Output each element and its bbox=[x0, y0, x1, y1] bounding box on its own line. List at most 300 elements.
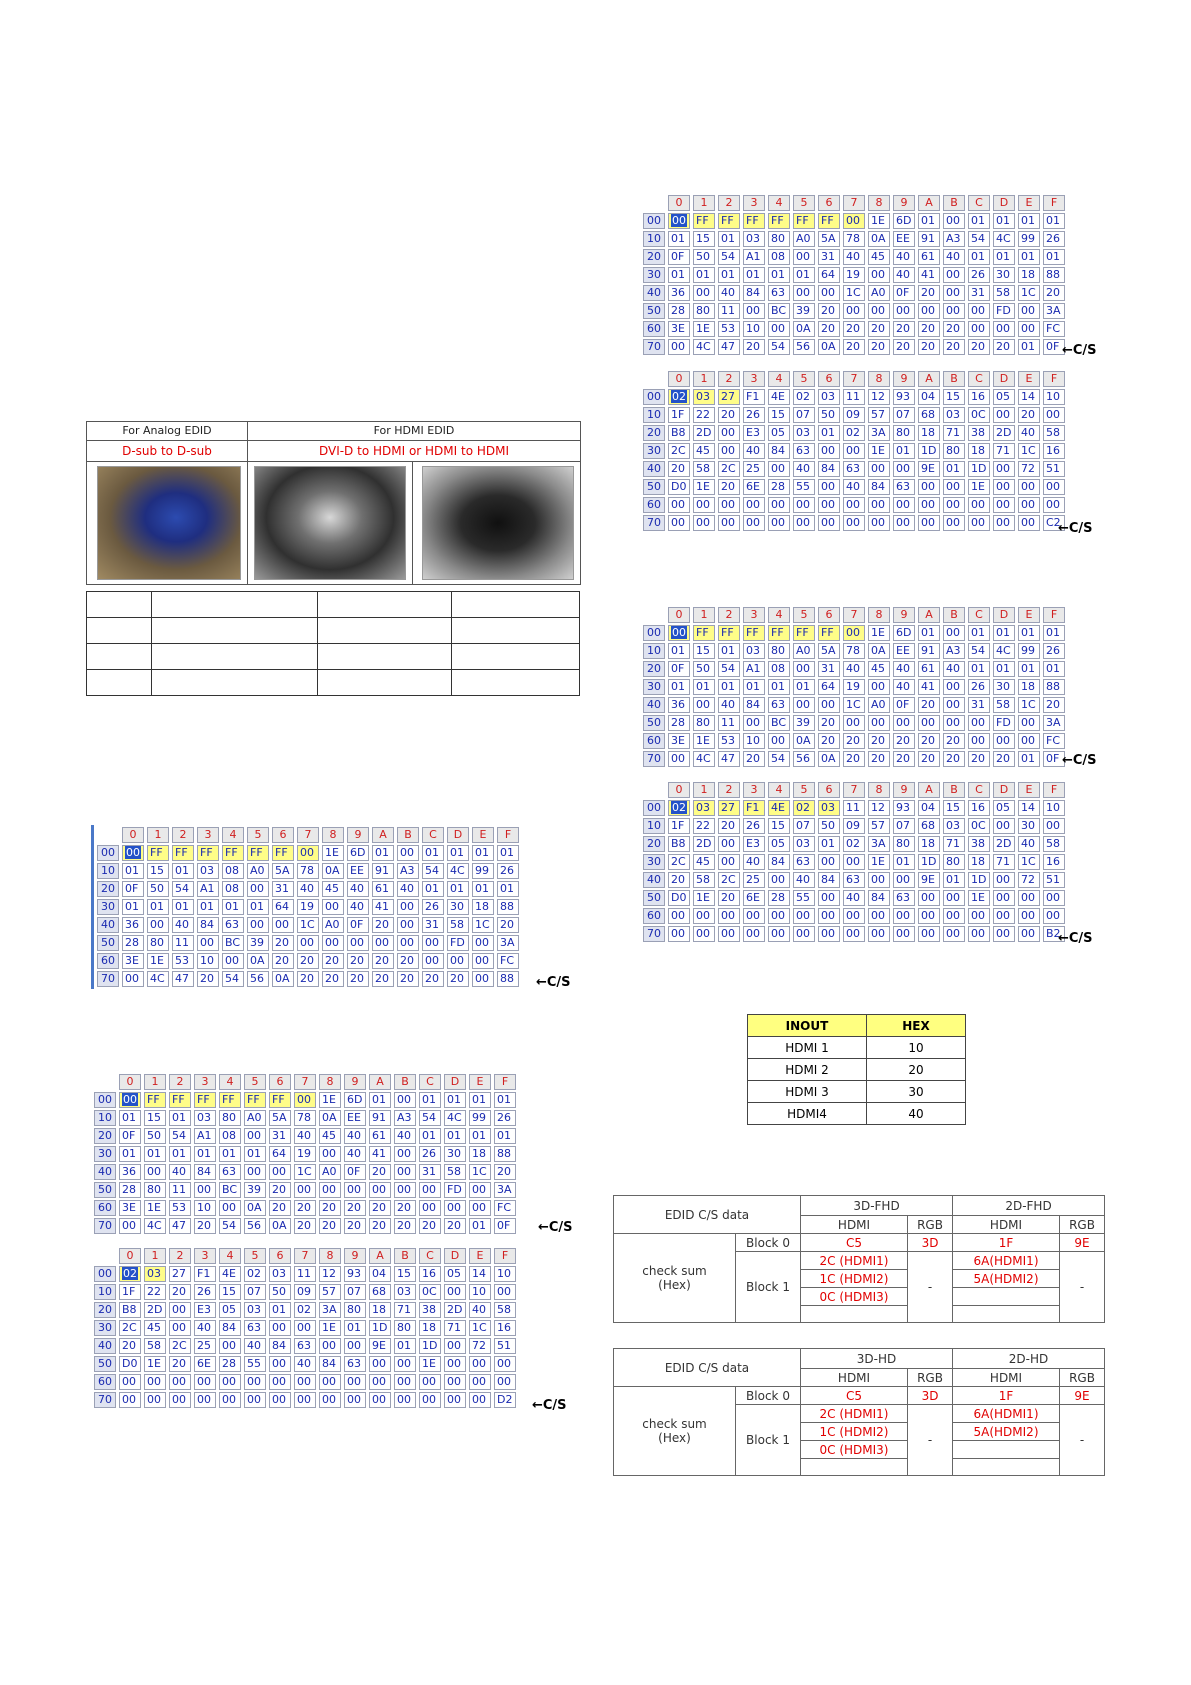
hex-cell[interactable]: FF bbox=[197, 845, 219, 861]
hex-cell[interactable]: 01 bbox=[893, 854, 915, 870]
hex-cell[interactable]: 20 bbox=[943, 321, 965, 337]
hex-cell[interactable]: 00 bbox=[247, 917, 269, 933]
hex-cell[interactable]: 00 bbox=[968, 715, 990, 731]
hex-cell[interactable]: 28 bbox=[219, 1356, 241, 1372]
hex-cell[interactable]: 56 bbox=[793, 339, 815, 355]
hex-cell[interactable]: 25 bbox=[743, 872, 765, 888]
hex-cell[interactable]: 63 bbox=[893, 890, 915, 906]
hex-cell[interactable]: 64 bbox=[272, 899, 294, 915]
hex-cell[interactable]: 4C bbox=[147, 971, 169, 987]
hex-cell[interactable]: 12 bbox=[319, 1266, 341, 1282]
hex-cell[interactable]: FD bbox=[444, 1182, 466, 1198]
hex-cell[interactable]: 16 bbox=[968, 800, 990, 816]
hex-cell[interactable]: 0F bbox=[347, 917, 369, 933]
hex-cell[interactable]: 50 bbox=[693, 661, 715, 677]
hex-cell[interactable]: 80 bbox=[344, 1302, 366, 1318]
hex-cell[interactable]: 01 bbox=[718, 267, 740, 283]
hex-cell[interactable]: 63 bbox=[222, 917, 244, 933]
hex-cell[interactable]: 54 bbox=[968, 231, 990, 247]
hex-cell[interactable]: 01 bbox=[469, 1218, 491, 1234]
hex-cell[interactable]: 00 bbox=[144, 1392, 166, 1408]
hex-cell[interactable]: 00 bbox=[868, 515, 890, 531]
hex-cell[interactable]: 6E bbox=[194, 1356, 216, 1372]
hex-cell[interactable]: 00 bbox=[918, 479, 940, 495]
hex-cell[interactable]: 00 bbox=[319, 1392, 341, 1408]
hex-cell[interactable]: 00 bbox=[322, 899, 344, 915]
hex-cell[interactable]: 00 bbox=[993, 407, 1015, 423]
hex-cell[interactable]: 01 bbox=[1043, 661, 1065, 677]
hex-cell[interactable]: 07 bbox=[344, 1284, 366, 1300]
hex-cell[interactable]: 00 bbox=[219, 1392, 241, 1408]
hex-cell[interactable]: EE bbox=[344, 1110, 366, 1126]
hex-cell[interactable]: 07 bbox=[793, 407, 815, 423]
hex-cell[interactable]: 40 bbox=[397, 881, 419, 897]
hex-cell[interactable]: 18 bbox=[918, 836, 940, 852]
hex-cell[interactable]: 00 bbox=[818, 497, 840, 513]
hex-cell[interactable]: 01 bbox=[943, 461, 965, 477]
hex-cell[interactable]: 28 bbox=[119, 1182, 141, 1198]
hex-cell[interactable]: 3E bbox=[122, 953, 144, 969]
hex-cell[interactable]: 01 bbox=[494, 1092, 516, 1108]
hex-cell[interactable]: 0A bbox=[818, 339, 840, 355]
hex-cell[interactable]: 00 bbox=[843, 908, 865, 924]
hex-cell[interactable]: 00 bbox=[993, 515, 1015, 531]
hex-cell[interactable]: 00 bbox=[743, 303, 765, 319]
hex-cell[interactable]: 01 bbox=[1043, 625, 1065, 641]
hex-cell[interactable]: 40 bbox=[843, 890, 865, 906]
hex-cell[interactable]: 00 bbox=[893, 715, 915, 731]
hex-cell[interactable]: 91 bbox=[918, 231, 940, 247]
hex-cell[interactable]: 0A bbox=[272, 971, 294, 987]
hex-cell[interactable]: F1 bbox=[194, 1266, 216, 1282]
hex-cell[interactable]: 00 bbox=[269, 1374, 291, 1390]
hex-cell[interactable]: 00 bbox=[347, 935, 369, 951]
hex-cell[interactable]: 20 bbox=[843, 733, 865, 749]
hex-cell[interactable]: 40 bbox=[843, 479, 865, 495]
hex-cell[interactable]: FF bbox=[244, 1092, 266, 1108]
hex-cell[interactable]: 00 bbox=[818, 890, 840, 906]
hex-cell[interactable]: FF bbox=[169, 1092, 191, 1108]
hex-cell[interactable]: 1D bbox=[369, 1320, 391, 1336]
hex-cell[interactable]: 1E bbox=[147, 953, 169, 969]
hex-cell[interactable]: 20 bbox=[394, 1200, 416, 1216]
hex-cell[interactable]: 00 bbox=[1018, 733, 1040, 749]
hex-cell[interactable]: 63 bbox=[768, 697, 790, 713]
hex-cell[interactable]: 00 bbox=[269, 1164, 291, 1180]
hex-cell[interactable]: 00 bbox=[893, 515, 915, 531]
hex-cell[interactable]: 00 bbox=[943, 267, 965, 283]
hex-cell[interactable]: 2C bbox=[169, 1338, 191, 1354]
hex-cell[interactable]: 4C bbox=[144, 1218, 166, 1234]
hex-cell[interactable]: B8 bbox=[668, 836, 690, 852]
hex-cell[interactable]: 00 bbox=[968, 321, 990, 337]
hex-cell[interactable]: A1 bbox=[197, 881, 219, 897]
hex-cell[interactable]: 00 bbox=[693, 497, 715, 513]
hex-cell[interactable]: 0C bbox=[968, 407, 990, 423]
hex-cell[interactable]: 57 bbox=[319, 1284, 341, 1300]
hex-cell[interactable]: 54 bbox=[222, 971, 244, 987]
hex-cell[interactable]: 30 bbox=[993, 267, 1015, 283]
hex-cell[interactable]: 15 bbox=[147, 863, 169, 879]
hex-cell[interactable]: 27 bbox=[169, 1266, 191, 1282]
hex-cell[interactable]: 00 bbox=[843, 625, 865, 641]
hex-cell[interactable]: 15 bbox=[768, 818, 790, 834]
hex-cell[interactable]: 08 bbox=[219, 1128, 241, 1144]
hex-cell[interactable]: 1C bbox=[297, 917, 319, 933]
hex-cell[interactable]: 58 bbox=[993, 697, 1015, 713]
hex-cell[interactable]: 00 bbox=[394, 1392, 416, 1408]
hex-cell[interactable]: 31 bbox=[272, 881, 294, 897]
hex-cell[interactable]: 20 bbox=[918, 321, 940, 337]
hex-cell[interactable]: 63 bbox=[793, 854, 815, 870]
hex-cell[interactable]: 84 bbox=[768, 443, 790, 459]
hex-cell[interactable]: 00 bbox=[269, 1392, 291, 1408]
hex-cell[interactable]: 08 bbox=[222, 863, 244, 879]
hex-cell[interactable]: 00 bbox=[472, 935, 494, 951]
hex-cell[interactable]: 00 bbox=[768, 321, 790, 337]
hex-cell[interactable]: 53 bbox=[169, 1200, 191, 1216]
hex-cell[interactable]: 00 bbox=[444, 1356, 466, 1372]
hex-cell[interactable]: 88 bbox=[494, 1146, 516, 1162]
hex-cell[interactable]: 00 bbox=[993, 461, 1015, 477]
hex-cell[interactable]: 09 bbox=[843, 407, 865, 423]
hex-cell[interactable]: 00 bbox=[868, 267, 890, 283]
hex-cell[interactable]: 15 bbox=[693, 231, 715, 247]
hex-cell[interactable]: 05 bbox=[219, 1302, 241, 1318]
hex-cell[interactable]: 20 bbox=[743, 339, 765, 355]
hex-cell[interactable]: 00 bbox=[444, 1374, 466, 1390]
hex-cell[interactable]: 31 bbox=[968, 697, 990, 713]
hex-cell[interactable]: 00 bbox=[668, 339, 690, 355]
hex-cell[interactable]: 40 bbox=[943, 661, 965, 677]
hex-cell[interactable]: 00 bbox=[344, 1338, 366, 1354]
hex-cell[interactable]: 41 bbox=[918, 679, 940, 695]
hex-cell[interactable]: 01 bbox=[968, 625, 990, 641]
hex-cell[interactable]: 20 bbox=[347, 971, 369, 987]
hex-cell[interactable]: 20 bbox=[272, 953, 294, 969]
hex-cell[interactable]: 1E bbox=[868, 443, 890, 459]
hex-cell[interactable]: 20 bbox=[397, 953, 419, 969]
hex-cell[interactable]: 00 bbox=[768, 497, 790, 513]
hex-cell[interactable]: 26 bbox=[743, 407, 765, 423]
hex-cell[interactable]: 58 bbox=[447, 917, 469, 933]
hex-cell[interactable]: 1E bbox=[144, 1356, 166, 1372]
hex-cell[interactable]: 00 bbox=[918, 908, 940, 924]
hex-cell[interactable]: 00 bbox=[693, 515, 715, 531]
hex-cell[interactable]: 00 bbox=[718, 908, 740, 924]
hex-cell[interactable]: 54 bbox=[718, 661, 740, 677]
hex-cell[interactable]: 0F bbox=[668, 661, 690, 677]
hex-cell[interactable]: 38 bbox=[968, 836, 990, 852]
hex-cell[interactable]: 05 bbox=[444, 1266, 466, 1282]
hex-cell[interactable]: 00 bbox=[918, 715, 940, 731]
hex-cell[interactable]: 00 bbox=[818, 515, 840, 531]
hex-cell[interactable]: 01 bbox=[1043, 213, 1065, 229]
hex-cell[interactable]: 54 bbox=[768, 751, 790, 767]
hex-cell[interactable]: 20 bbox=[294, 1218, 316, 1234]
hex-cell[interactable]: 00 bbox=[169, 1320, 191, 1336]
hex-cell[interactable]: 54 bbox=[422, 863, 444, 879]
hex-cell[interactable]: 00 bbox=[394, 1374, 416, 1390]
hex-cell[interactable]: 00 bbox=[793, 661, 815, 677]
hex-cell[interactable]: 26 bbox=[194, 1284, 216, 1300]
hex-cell[interactable]: 50 bbox=[269, 1284, 291, 1300]
hex-cell[interactable]: 20 bbox=[319, 1200, 341, 1216]
hex-cell[interactable]: 01 bbox=[918, 213, 940, 229]
hex-cell[interactable]: 01 bbox=[197, 899, 219, 915]
hex-cell[interactable]: 16 bbox=[419, 1266, 441, 1282]
hex-cell[interactable]: 00 bbox=[993, 926, 1015, 942]
hex-cell[interactable]: 51 bbox=[1043, 872, 1065, 888]
hex-cell[interactable]: 01 bbox=[968, 249, 990, 265]
hex-cell[interactable]: 39 bbox=[793, 303, 815, 319]
hex-cell[interactable]: 40 bbox=[893, 249, 915, 265]
hex-cell[interactable]: 00 bbox=[244, 1164, 266, 1180]
hex-cell[interactable]: 00 bbox=[718, 425, 740, 441]
hex-cell[interactable]: 0A bbox=[793, 733, 815, 749]
hex-cell[interactable]: 00 bbox=[222, 953, 244, 969]
hex-cell[interactable]: 04 bbox=[369, 1266, 391, 1282]
hex-cell[interactable]: FF bbox=[718, 625, 740, 641]
hex-cell[interactable]: 1C bbox=[469, 1164, 491, 1180]
hex-cell[interactable]: 88 bbox=[497, 971, 519, 987]
hex-cell[interactable]: A1 bbox=[743, 249, 765, 265]
hex-cell[interactable]: 00 bbox=[893, 926, 915, 942]
hex-cell[interactable]: FF bbox=[147, 845, 169, 861]
hex-cell[interactable]: FF bbox=[222, 845, 244, 861]
hex-cell[interactable]: 63 bbox=[843, 461, 865, 477]
hex-cell[interactable]: 71 bbox=[394, 1302, 416, 1318]
hex-cell[interactable]: 00 bbox=[993, 818, 1015, 834]
hex-cell[interactable]: 20 bbox=[444, 1218, 466, 1234]
hex-cell[interactable]: 10 bbox=[1043, 389, 1065, 405]
hex-cell[interactable]: 00 bbox=[968, 733, 990, 749]
hex-cell[interactable]: FF bbox=[272, 845, 294, 861]
hex-cell[interactable]: 20 bbox=[818, 321, 840, 337]
hex-cell[interactable]: 00 bbox=[269, 1320, 291, 1336]
hex-cell[interactable]: 00 bbox=[843, 515, 865, 531]
hex-cell[interactable]: 10 bbox=[469, 1284, 491, 1300]
hex-cell[interactable]: 00 bbox=[397, 935, 419, 951]
hex-cell[interactable]: 01 bbox=[993, 625, 1015, 641]
hex-cell[interactable]: 03 bbox=[693, 389, 715, 405]
hex-cell[interactable]: 20 bbox=[818, 733, 840, 749]
hex-cell[interactable]: 00 bbox=[943, 625, 965, 641]
hex-cell[interactable]: 41 bbox=[369, 1146, 391, 1162]
hex-cell[interactable]: 08 bbox=[768, 249, 790, 265]
hex-cell[interactable]: 15 bbox=[943, 389, 965, 405]
hex-cell[interactable]: 63 bbox=[768, 285, 790, 301]
hex-cell[interactable]: 03 bbox=[269, 1266, 291, 1282]
hex-cell[interactable]: 00 bbox=[793, 285, 815, 301]
hex-cell[interactable]: 01 bbox=[144, 1146, 166, 1162]
hex-cell[interactable]: 4E bbox=[768, 800, 790, 816]
hex-cell[interactable]: 47 bbox=[718, 339, 740, 355]
hex-cell[interactable]: 00 bbox=[668, 908, 690, 924]
hex-cell[interactable]: 84 bbox=[868, 479, 890, 495]
hex-cell[interactable]: 00 bbox=[943, 285, 965, 301]
hex-cell[interactable]: 4C bbox=[993, 643, 1015, 659]
hex-cell[interactable]: B8 bbox=[668, 425, 690, 441]
hex-cell[interactable]: 14 bbox=[1018, 800, 1040, 816]
hex-cell[interactable]: 1E bbox=[968, 890, 990, 906]
hex-cell[interactable]: 3A bbox=[1043, 715, 1065, 731]
hex-cell[interactable]: 00 bbox=[472, 971, 494, 987]
hex-cell[interactable]: 00 bbox=[818, 854, 840, 870]
hex-cell[interactable]: 45 bbox=[868, 661, 890, 677]
hex-cell[interactable]: 01 bbox=[743, 679, 765, 695]
hex-cell[interactable]: 00 bbox=[993, 908, 1015, 924]
hex-cell[interactable]: 01 bbox=[269, 1302, 291, 1318]
hex-cell[interactable]: 07 bbox=[793, 818, 815, 834]
hex-cell[interactable]: 53 bbox=[172, 953, 194, 969]
hex-cell[interactable]: 02 bbox=[668, 800, 690, 816]
hex-cell[interactable]: 20 bbox=[119, 1338, 141, 1354]
hex-cell[interactable]: 84 bbox=[743, 697, 765, 713]
hex-cell[interactable]: A3 bbox=[943, 643, 965, 659]
hex-cell[interactable]: 80 bbox=[693, 303, 715, 319]
hex-cell[interactable]: EE bbox=[347, 863, 369, 879]
hex-cell[interactable]: 1C bbox=[1018, 443, 1040, 459]
hex-cell[interactable]: 40 bbox=[169, 1164, 191, 1180]
hex-cell[interactable]: 36 bbox=[668, 285, 690, 301]
hex-cell[interactable]: 72 bbox=[1018, 872, 1040, 888]
hex-cell[interactable]: 01 bbox=[194, 1146, 216, 1162]
hex-cell[interactable]: 57 bbox=[868, 407, 890, 423]
hex-cell[interactable]: 71 bbox=[943, 425, 965, 441]
hex-cell[interactable]: 03 bbox=[743, 643, 765, 659]
hex-cell[interactable]: F1 bbox=[743, 389, 765, 405]
hex-cell[interactable]: FF bbox=[693, 213, 715, 229]
hex-cell[interactable]: 36 bbox=[119, 1164, 141, 1180]
hex-cell[interactable]: 00 bbox=[1043, 818, 1065, 834]
hex-cell[interactable]: 11 bbox=[843, 800, 865, 816]
hex-cell[interactable]: 53 bbox=[718, 321, 740, 337]
hex-cell[interactable]: FD bbox=[993, 303, 1015, 319]
hex-cell[interactable]: 02 bbox=[843, 836, 865, 852]
hex-cell[interactable]: 01 bbox=[469, 1092, 491, 1108]
hex-cell[interactable]: 1E bbox=[693, 321, 715, 337]
hex-cell[interactable]: 01 bbox=[119, 1146, 141, 1162]
hex-cell[interactable]: 2D bbox=[693, 425, 715, 441]
hex-cell[interactable]: 28 bbox=[668, 303, 690, 319]
hex-cell[interactable]: 2D bbox=[444, 1302, 466, 1318]
hex-cell[interactable]: 00 bbox=[893, 908, 915, 924]
hex-cell[interactable]: 01 bbox=[1018, 213, 1040, 229]
hex-cell[interactable]: A0 bbox=[322, 917, 344, 933]
hex-cell[interactable]: 20 bbox=[394, 1218, 416, 1234]
hex-cell[interactable]: FF bbox=[818, 213, 840, 229]
hex-cell[interactable]: 11 bbox=[294, 1266, 316, 1282]
hex-cell[interactable]: 00 bbox=[119, 1218, 141, 1234]
hex-cell[interactable]: 31 bbox=[269, 1128, 291, 1144]
hex-cell[interactable]: 15 bbox=[394, 1266, 416, 1282]
hex-cell[interactable]: FF bbox=[718, 213, 740, 229]
hex-cell[interactable]: A0 bbox=[793, 231, 815, 247]
hex-cell[interactable]: 00 bbox=[693, 926, 715, 942]
hex-cell[interactable]: 72 bbox=[469, 1338, 491, 1354]
hex-cell[interactable]: 40 bbox=[469, 1302, 491, 1318]
hex-cell[interactable]: 00 bbox=[419, 1182, 441, 1198]
hex-cell[interactable]: 00 bbox=[818, 697, 840, 713]
hex-cell[interactable]: 00 bbox=[893, 872, 915, 888]
hex-cell[interactable]: FF bbox=[247, 845, 269, 861]
hex-cell[interactable]: 39 bbox=[793, 715, 815, 731]
hex-cell[interactable]: 03 bbox=[818, 389, 840, 405]
hex-cell[interactable]: BC bbox=[222, 935, 244, 951]
hex-cell[interactable]: 72 bbox=[1018, 461, 1040, 477]
hex-cell[interactable]: 05 bbox=[993, 800, 1015, 816]
hex-cell[interactable]: 45 bbox=[868, 249, 890, 265]
hex-cell[interactable]: 00 bbox=[447, 953, 469, 969]
hex-cell[interactable]: 20 bbox=[718, 479, 740, 495]
hex-cell[interactable]: 58 bbox=[494, 1302, 516, 1318]
hex-cell[interactable]: 20 bbox=[194, 1218, 216, 1234]
hex-cell[interactable]: 10 bbox=[743, 321, 765, 337]
hex-cell[interactable]: 80 bbox=[943, 443, 965, 459]
hex-cell[interactable]: 0F bbox=[1043, 339, 1065, 355]
hex-cell[interactable]: 54 bbox=[768, 339, 790, 355]
hex-cell[interactable]: FF bbox=[144, 1092, 166, 1108]
hex-cell[interactable]: 01 bbox=[668, 679, 690, 695]
hex-cell[interactable]: 20 bbox=[918, 751, 940, 767]
hex-cell[interactable]: 00 bbox=[843, 854, 865, 870]
hex-cell[interactable]: 45 bbox=[319, 1128, 341, 1144]
hex-cell[interactable]: 00 bbox=[743, 515, 765, 531]
hex-cell[interactable]: 01 bbox=[693, 267, 715, 283]
hex-cell[interactable]: 00 bbox=[247, 881, 269, 897]
hex-cell[interactable]: 28 bbox=[122, 935, 144, 951]
hex-cell[interactable]: 19 bbox=[843, 267, 865, 283]
hex-cell[interactable]: 6D bbox=[347, 845, 369, 861]
hex-cell[interactable]: 91 bbox=[372, 863, 394, 879]
hex-cell[interactable]: 00 bbox=[943, 303, 965, 319]
hex-cell[interactable]: 40 bbox=[743, 443, 765, 459]
hex-cell[interactable]: 3A bbox=[1043, 303, 1065, 319]
hex-cell[interactable]: 20 bbox=[297, 953, 319, 969]
hex-cell[interactable]: 00 bbox=[469, 1182, 491, 1198]
hex-cell[interactable]: 00 bbox=[843, 303, 865, 319]
hex-cell[interactable]: 00 bbox=[194, 1392, 216, 1408]
hex-cell[interactable]: 20 bbox=[1018, 407, 1040, 423]
hex-cell[interactable]: 15 bbox=[943, 800, 965, 816]
hex-cell[interactable]: 0A bbox=[319, 1110, 341, 1126]
hex-cell[interactable]: 20 bbox=[818, 303, 840, 319]
hex-cell[interactable]: 0A bbox=[244, 1200, 266, 1216]
hex-cell[interactable]: 01 bbox=[497, 881, 519, 897]
hex-cell[interactable]: 00 bbox=[743, 926, 765, 942]
hex-cell[interactable]: 84 bbox=[868, 890, 890, 906]
hex-cell[interactable]: 01 bbox=[968, 661, 990, 677]
hex-cell[interactable]: 10 bbox=[743, 733, 765, 749]
hex-cell[interactable]: 00 bbox=[122, 971, 144, 987]
hex-cell[interactable]: 00 bbox=[1018, 479, 1040, 495]
hex-cell[interactable]: 2C bbox=[119, 1320, 141, 1336]
hex-cell[interactable]: 40 bbox=[294, 1128, 316, 1144]
hex-cell[interactable]: C2 bbox=[1043, 515, 1065, 531]
hex-cell[interactable]: 20 bbox=[269, 1200, 291, 1216]
hex-cell[interactable]: E3 bbox=[743, 836, 765, 852]
hex-cell[interactable]: 00 bbox=[743, 497, 765, 513]
hex-cell[interactable]: 00 bbox=[868, 908, 890, 924]
hex-cell[interactable]: 00 bbox=[494, 1284, 516, 1300]
hex-cell[interactable]: 1F bbox=[668, 407, 690, 423]
hex-cell[interactable]: 00 bbox=[818, 926, 840, 942]
hex-cell[interactable]: 01 bbox=[222, 899, 244, 915]
hex-cell[interactable]: 2D bbox=[993, 836, 1015, 852]
hex-cell[interactable]: 1E bbox=[319, 1092, 341, 1108]
hex-cell[interactable]: 54 bbox=[968, 643, 990, 659]
